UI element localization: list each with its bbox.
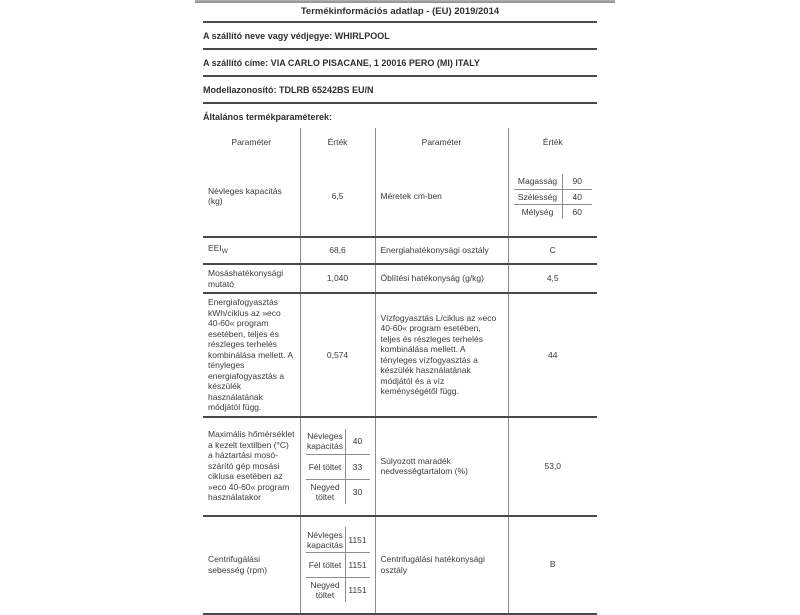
temp-rated-capacity-value: 40 [352,436,363,446]
model-identifier-line: Modellazonosító: TDLRB 65242BS EU/N [203,85,374,95]
dimension-depth-label: Mélység [514,204,563,219]
spin-half-load-label: Fél töltet [306,552,346,577]
spin-quarter-load-value: 1151 [346,577,370,602]
document-content [195,3,615,615]
value-eei: 68,6 [300,237,375,264]
value-energy-efficiency-class: C [508,237,597,264]
supplier-name-line: A szállító neve vagy védjegye: WHIRLPOOL [203,31,390,41]
param-nominal-capacity: Névleges kapacitás (kg) [203,156,300,237]
max-temperature-subtable [300,417,375,516]
param-spin-speed: Centrifugálási sebesség (rpm) [203,516,300,614]
document-title: Termékinformációs adatlap - (EU) 2019/2014 [300,6,500,17]
value-spin-efficiency-class: B [508,516,597,614]
supplier-address-line: A szállító címe: VIA CARLO PISACANE, 1 20016 PERO (MI) ITALY [203,58,480,68]
temp-rated-capacity-label: Névleges kapacitás [306,429,346,454]
temp-quarter-load-value: 30 [346,479,370,504]
param-water-consumption: Vízfogyasztás L/ciklus az »eco 40-60« program esetében, teljes és részleges terhelés kombinálása mellett. A tényleges vízfogyasztás a készülék használatának módjától és a víz keménységétől függ. [375,293,508,417]
product-fiche-document [195,0,615,600]
table-row-max-temperature-moisture [203,417,597,516]
param-energy-efficiency-class: Energiahatékonysági osztály [375,237,508,264]
eei-subscript: W [221,248,228,256]
table-row-eei-energy-class [203,237,597,264]
general-parameters-heading: Általános termékparaméterek: [203,112,333,122]
param-energy-consumption: Energiafogyasztás kWh/ciklus az »eco 40-60« program esetében, teljes és részleges terhelés kombinálása mellett. A tényleges energiafogyasztás a készülék használatának módjától függ. [203,293,300,417]
param-spin-efficiency-class: Centrifugálási hatékonysági osztály [375,516,508,614]
temp-half-load-value: 33 [346,454,370,479]
header-parameter-right: Paraméter [375,128,508,156]
spin-quarter-load-label: Negyed töltet [306,577,346,602]
header-value-left: Érték [300,128,375,156]
dimension-width-label: Szélesség [514,189,563,204]
header-value-right: Érték [508,128,597,156]
param-washing-efficiency-index: Mosáshatékonysági mutató [203,264,300,293]
param-eei: $EEI_W$ [203,237,300,264]
value-washing-efficiency-index: 1,040 [300,264,375,293]
header-parameter-left: Paraméter [231,136,272,147]
spin-rated-capacity-label: Névleges kapacitás [306,527,346,552]
value-nominal-capacity: 6,5 [300,156,375,237]
value-remaining-moisture: 53,0 [508,417,597,516]
dimension-height-value: 90 [572,176,582,186]
spin-half-load-value: 1151 [346,552,370,577]
table-row-washing-rinsing [203,264,597,293]
table-header-row [203,128,597,156]
table-row-energy-water-consumption [203,293,597,417]
table-row-spin-speed-class [203,516,597,614]
dimensions-subtable [508,156,597,237]
value-rinsing-effectiveness: 4,5 [508,264,597,293]
param-remaining-moisture: Súlyozott maradék nedvességtartalom (%) [375,417,508,516]
dimension-width-value: 40 [563,189,593,204]
param-dimensions: Méretek cm-ben [375,156,508,237]
table-row-capacity-dimensions [203,156,597,237]
general-parameters-table [203,128,597,615]
spin-rated-capacity-value: 1151 [348,534,367,545]
value-energy-consumption: 0,574 [300,293,375,417]
value-water-consumption: 44 [508,293,597,417]
param-rinsing-effectiveness: Öblítési hatékonyság (g/kg) [375,264,508,293]
spin-speed-subtable [300,516,375,614]
temp-half-load-label: Fél töltet [306,454,346,479]
param-max-temperature: Maximális hőmérséklet a kezelt textilben (°C) a háztartási mosó-szárító gép mosási ciklusa esetében az »eco 40-60« program használatakor [203,417,300,516]
temp-quarter-load-label: Negyed töltet [306,479,346,504]
dimension-depth-value: 60 [563,204,593,219]
dimension-height-label: Magasság [514,174,563,189]
